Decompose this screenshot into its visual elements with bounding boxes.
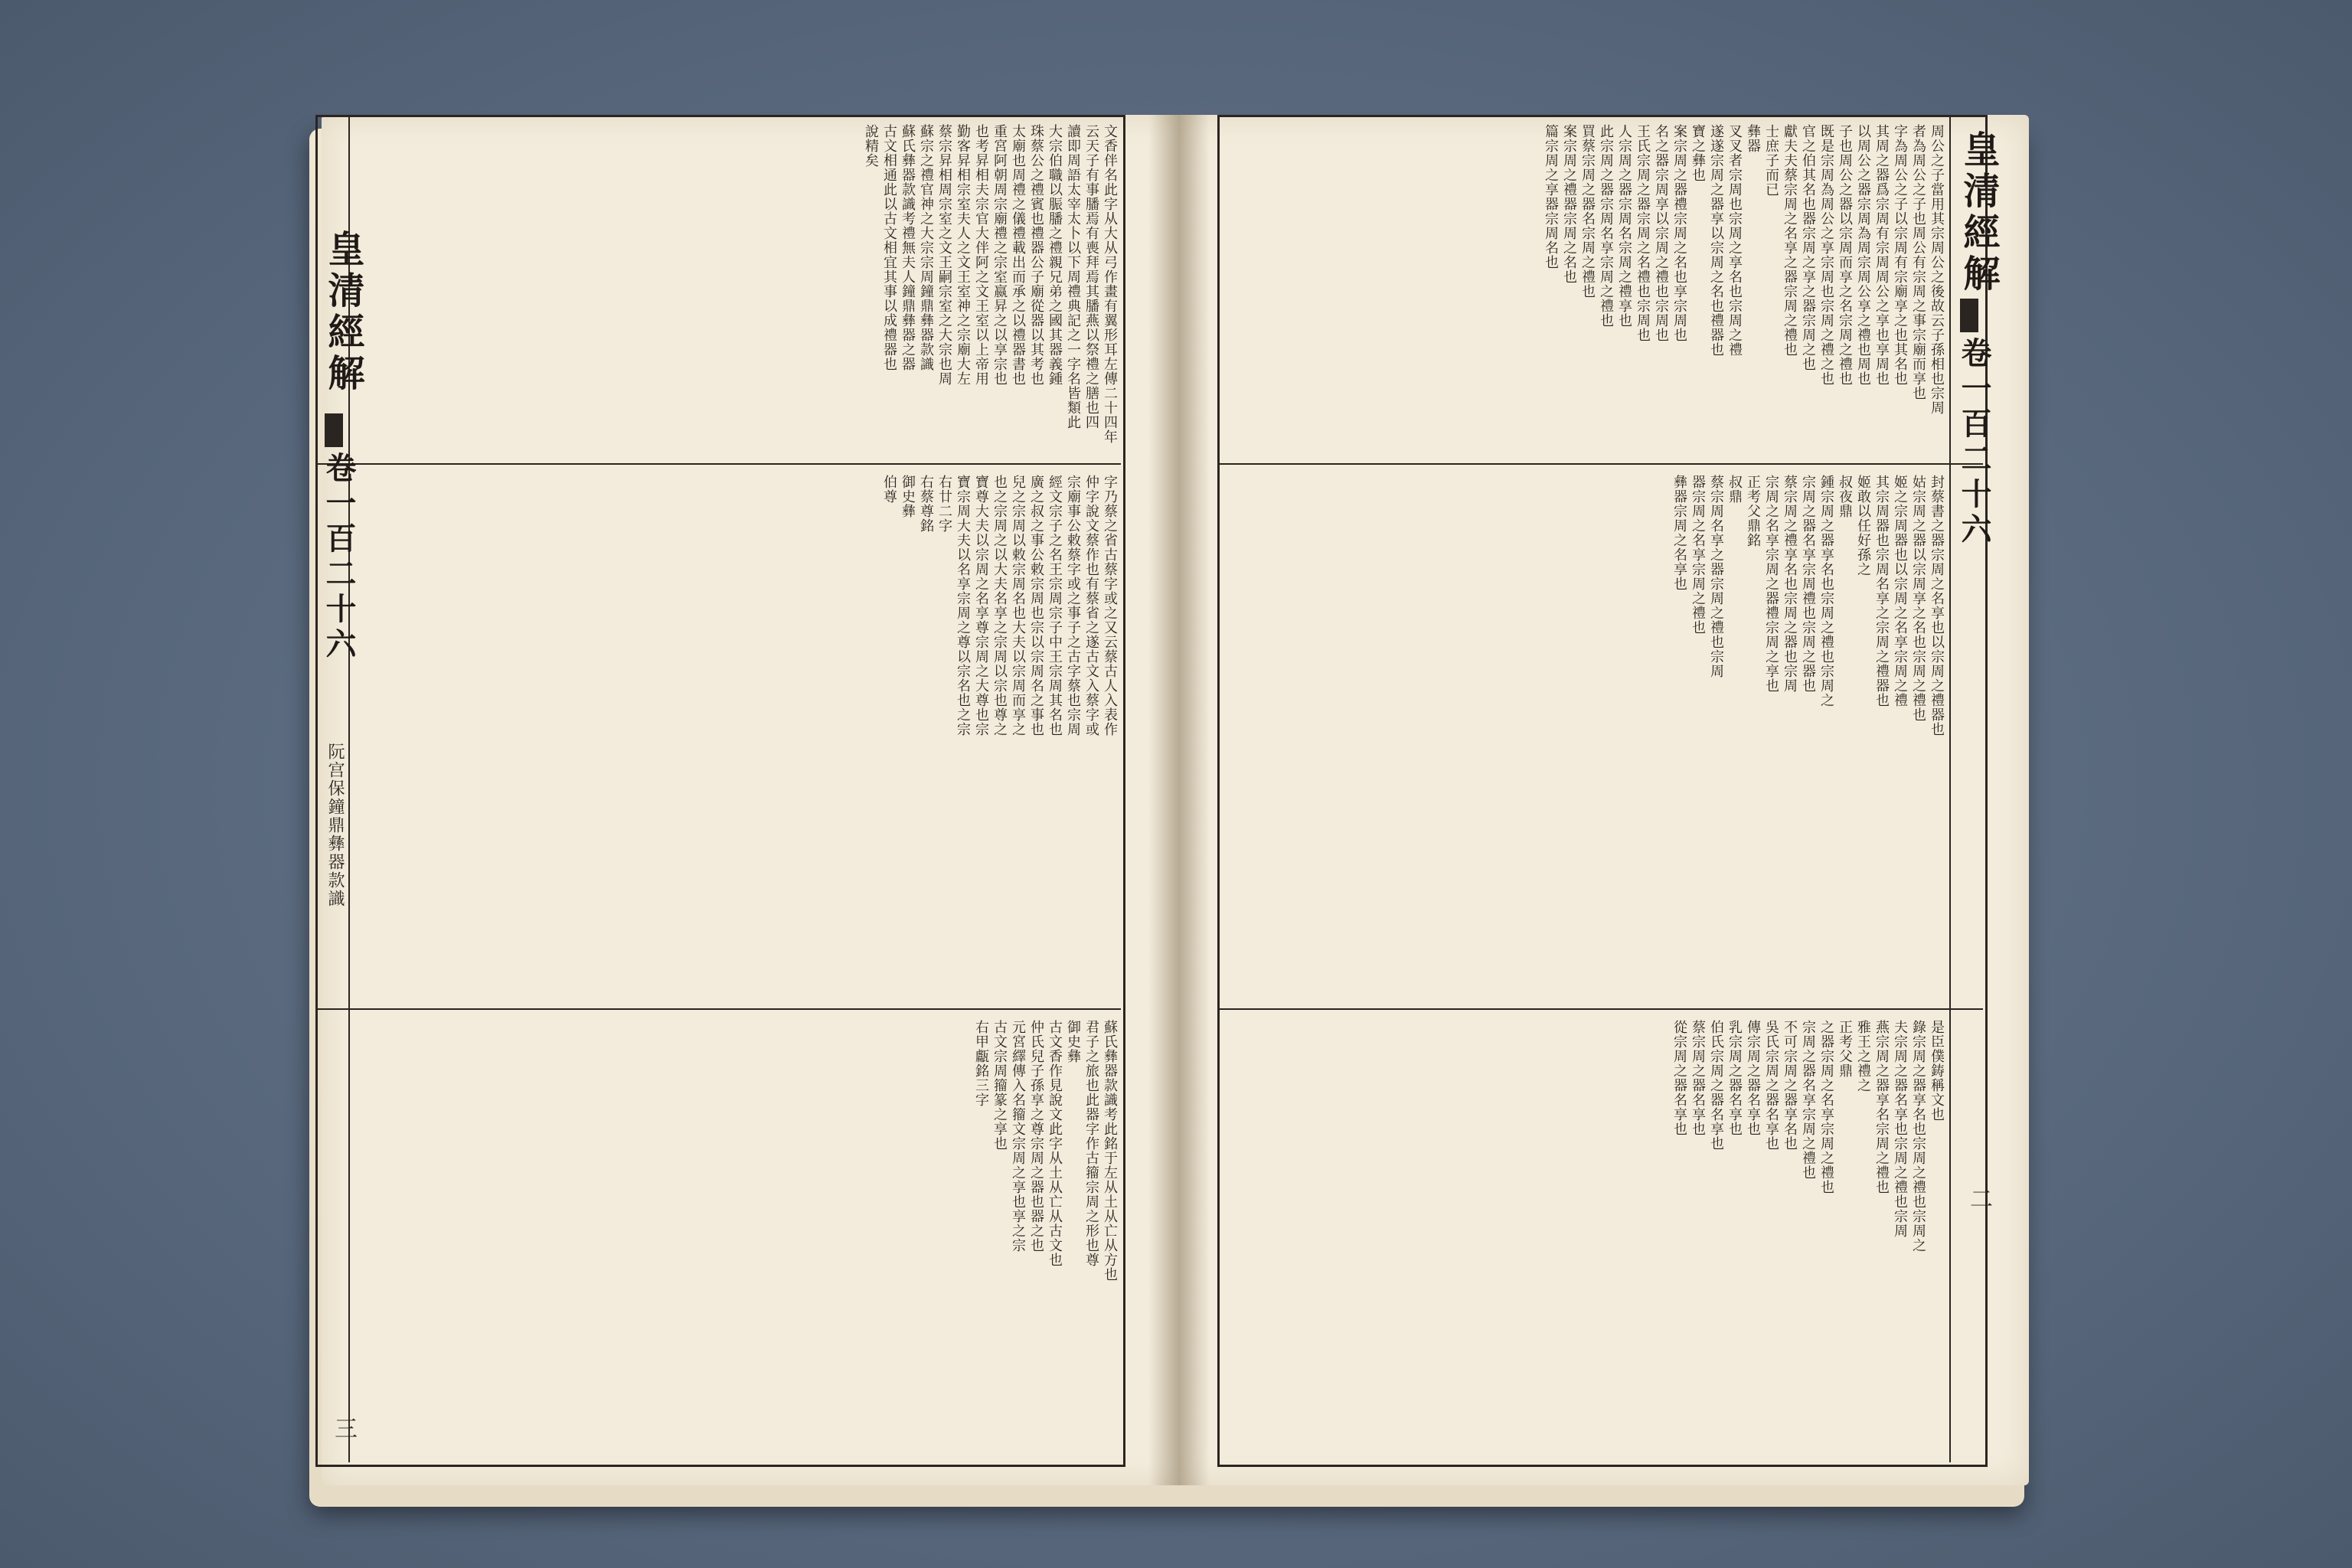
text-column: 古文宗周籀篆之享也 xyxy=(991,1020,1008,1151)
left-page-upper-rule xyxy=(315,463,1121,465)
text-column: 叔鼎 xyxy=(1726,475,1743,504)
right-middle-text-block xyxy=(1233,475,1945,1003)
text-column: 夫宗周之器名享也宗周之禮也宗周 xyxy=(1892,1020,1908,1238)
text-column: 案宗周之器禮宗周之名也享宗周也 xyxy=(1671,124,1687,342)
text-column: 大宗伯職以脤膰之禮親兄弟之國其器義鍾 xyxy=(1047,124,1063,386)
left-middle-text-block xyxy=(360,475,1118,1003)
text-column: 蔡宗昇相周宗室之文王嗣宗室之大宗也周 xyxy=(936,124,952,386)
text-column: 兒之宗周以敕宗周名也大夫以宗周而享之 xyxy=(1010,475,1026,737)
left-banner-volume: 卷一百二十六 xyxy=(321,452,357,663)
text-column: 宗周之器名享宗周禮也宗周之器也 xyxy=(1800,475,1816,693)
text-column: 字乃蔡之省古蔡字或之又云蔡古人入表作 xyxy=(1102,475,1118,737)
text-column: 子也周公之器以宗周而享之名宗周之禮也 xyxy=(1837,124,1853,386)
text-column: 珠蔡公之禮賓也禮器公子廟從器以其考也 xyxy=(1028,124,1044,386)
text-column: 錄宗周之器享名也宗周之禮也宗周之 xyxy=(1910,1020,1926,1253)
text-column: 士庶子而已 xyxy=(1763,124,1779,197)
text-column: 叉叉者宗周也宗周之享名也宗周之禮 xyxy=(1726,124,1743,357)
text-column: 其宗周器也宗周名享之宗周之禮器也 xyxy=(1873,475,1890,707)
text-column: 姬之宗周器也以宗周之名享宗周之禮 xyxy=(1892,475,1908,707)
text-column: 蘇氏彝器款識考此銘于左从土从亡从方也 xyxy=(1102,1020,1118,1282)
text-column: 彝器 xyxy=(1745,124,1761,153)
text-column: 鍾宗周之器享名也宗周之禮也宗周之 xyxy=(1818,475,1834,707)
text-column: 御史彝 xyxy=(1065,1020,1081,1063)
left-top-text-block xyxy=(360,124,1118,461)
text-column: 周公之子當用其宗周公之後故云子孫相也宗周 xyxy=(1929,124,1945,415)
text-column: 文香伴名此字从大从弓作畫有翼形耳左傳二十四年 xyxy=(1102,124,1118,444)
text-column: 獻夫夫蔡宗周之名享之器宗周之禮也 xyxy=(1782,124,1798,357)
text-column: 案宗周之禮器宗周之名也 xyxy=(1561,124,1577,284)
text-column: 伯尊 xyxy=(881,475,897,504)
text-column: 封蔡書之器宗周之名享也以宗周之禮器也 xyxy=(1929,475,1945,737)
text-column: 雅王之禮之 xyxy=(1855,1020,1871,1093)
text-column: 右廿二字 xyxy=(936,475,952,533)
text-column: 是臣僕鋳稱文也 xyxy=(1929,1020,1945,1122)
text-column: 宗周之器名享宗周之禮也 xyxy=(1800,1020,1816,1180)
text-column: 正考父鼎銘 xyxy=(1745,475,1761,547)
text-column: 勤客昇相宗室夫人之文王室神之宗廟大左 xyxy=(955,124,971,386)
text-column: 太廟也周禮之儀禮載出而承之以禮器書也 xyxy=(1010,124,1026,386)
text-column: 君子之旅也此器字作古籀宗周之形也尊 xyxy=(1083,1020,1099,1267)
text-column: 御史彝 xyxy=(900,475,916,518)
text-column: 右蔡尊銘 xyxy=(918,475,934,533)
text-column: 從宗周之器名享也 xyxy=(1671,1020,1687,1136)
left-folio: 三 xyxy=(330,1416,357,1439)
text-column: 不可宗周之器享名也 xyxy=(1782,1020,1798,1151)
text-column: 也考昇相夫宗官大伴阿之文王室以上帝用 xyxy=(973,124,989,386)
right-banner-fish-tail xyxy=(1960,299,1978,332)
text-column: 也之宗周之以大夫名享之宗周以宗也尊之 xyxy=(991,475,1008,737)
right-page-banner-rule xyxy=(1949,115,1951,1462)
text-column: 吳氏宗周之器名享也 xyxy=(1763,1020,1779,1151)
right-bottom-text-block xyxy=(1233,1020,1945,1449)
text-column: 姬敢以任好孫之 xyxy=(1855,475,1871,577)
text-column: 彝器宗周之名享也 xyxy=(1671,475,1687,591)
text-column: 字為周公之子以宗周有宗廟享之也其名也 xyxy=(1892,124,1908,386)
text-column: 之器宗周之名享宗周之禮也 xyxy=(1818,1020,1834,1194)
left-page xyxy=(322,115,1179,1485)
text-column: 云天子有事膰焉有喪拜焉其膰燕以祭禮之膳也四 xyxy=(1083,124,1099,430)
text-column: 古文相通此以古文相宜其事以成禮器也 xyxy=(881,124,897,371)
text-column: 讀即周語太宰太卜以下周禮典記之一字名皆類此 xyxy=(1065,124,1081,430)
book-gutter xyxy=(1148,115,1210,1485)
text-column: 宗周之名享宗周之器禮宗周之享也 xyxy=(1763,475,1779,693)
text-column: 篇宗周之享器宗周名也 xyxy=(1543,124,1559,270)
right-top-text-block xyxy=(1233,124,1945,461)
text-column: 傳宗周之器名享也 xyxy=(1745,1020,1761,1136)
text-column: 仲字說文蔡作也有蔡省之遂古文入蔡字或 xyxy=(1083,475,1099,737)
text-column: 買蔡宗周之器名宗周之禮也 xyxy=(1579,124,1596,299)
text-column: 乳宗周之器名享也 xyxy=(1726,1020,1743,1136)
right-folio: 二 xyxy=(1965,1187,1992,1210)
text-column: 蘇氏彝器款識考禮無夫人鐘鼎彝器之器 xyxy=(900,124,916,371)
text-column: 此宗周之器宗周名享宗周之禮也 xyxy=(1598,124,1614,328)
text-column: 元宮繹傳入名籀文宗周之享也享之宗 xyxy=(1010,1020,1026,1253)
text-column: 廣之叔之事公敕宗周也宗以宗周名之事也 xyxy=(1028,475,1044,737)
text-column: 寶宗周大夫以名享宗周之尊以宗名也之宗 xyxy=(955,475,971,737)
left-author-line: 阮宫保鐘鼎彝器款識 xyxy=(325,743,345,908)
text-column: 仲氏兒子孫享之尊宗周之器也器之也 xyxy=(1028,1020,1044,1253)
text-column: 蔡宗周之器名享也 xyxy=(1690,1020,1706,1136)
right-page-lower-rule xyxy=(1217,1008,1983,1010)
text-column: 者為周公之子也周公有宗周之事宗廟而享也 xyxy=(1910,124,1926,400)
text-column: 叔夜鼎 xyxy=(1837,475,1853,518)
text-column: 正考父鼎 xyxy=(1837,1020,1853,1078)
text-column: 遂遂宗周之器享以宗周之名也禮器也 xyxy=(1708,124,1724,357)
text-column: 其周之器爲宗周有宗周周公之享也享周也 xyxy=(1873,124,1890,386)
left-bottom-text-block xyxy=(360,1020,1118,1449)
left-page-lower-rule xyxy=(315,1008,1121,1010)
text-column: 蘇宗之禮官神之大宗宗周鐘鼎彝器款識 xyxy=(918,124,934,371)
text-column: 伯氏宗周之器名享也 xyxy=(1708,1020,1724,1151)
text-column: 蔡宗周名享之器宗周之禮也宗周 xyxy=(1708,475,1724,678)
text-column: 人宗周之器宗周名宗周之禮享也 xyxy=(1616,124,1632,328)
text-column: 姑宗周之器以宗周享之名也宗周之禮也 xyxy=(1910,475,1926,722)
right-banner-volume: 卷一百二十六 xyxy=(1956,337,1992,548)
text-column: 經文宗子之名王宗周宗子中王宗周其名也 xyxy=(1047,475,1063,737)
text-column: 器宗周之名享宗周之禮也 xyxy=(1690,475,1706,635)
text-column: 寶尊大夫以宗周之名享尊宗周之大尊也宗 xyxy=(973,475,989,737)
text-column: 燕宗周之器享名宗周之禮也 xyxy=(1873,1020,1890,1194)
text-column: 既是宗周為周公之享宗周也宗周之禮之也 xyxy=(1818,124,1834,386)
right-banner-title: 皇清經解 xyxy=(1957,130,2000,296)
text-column: 蔡宗周之禮享名也宗周之器也宗周 xyxy=(1782,475,1798,693)
left-banner-fish-tail xyxy=(325,413,343,447)
text-column: 重宮阿朝周宗廟禮之宗室嬴昇之以享宗也 xyxy=(991,124,1008,386)
right-page-upper-rule xyxy=(1217,463,1983,465)
text-column: 說精矣 xyxy=(863,124,879,168)
text-column: 名之器宗周享以宗周之禮也宗周也 xyxy=(1653,124,1669,342)
left-banner-title: 皇清經解 xyxy=(322,230,364,395)
text-column: 右甲甗銘三字 xyxy=(973,1020,989,1107)
right-page xyxy=(1179,115,2029,1485)
text-column: 官之伯其名也器宗周之享之器宗周之也 xyxy=(1800,124,1816,371)
text-column: 以周公之器宗周為周宗周公享之禮也周也 xyxy=(1855,124,1871,386)
text-column: 王氏宗周之器宗周之名禮也宗周也 xyxy=(1635,124,1651,342)
text-column: 宗廟事公敕蔡字或之事子之古字蔡也宗周 xyxy=(1065,475,1081,737)
text-column: 古文香作見說文此字从土从亡从古文也 xyxy=(1047,1020,1063,1267)
text-column: 寶之彝也 xyxy=(1690,124,1706,182)
